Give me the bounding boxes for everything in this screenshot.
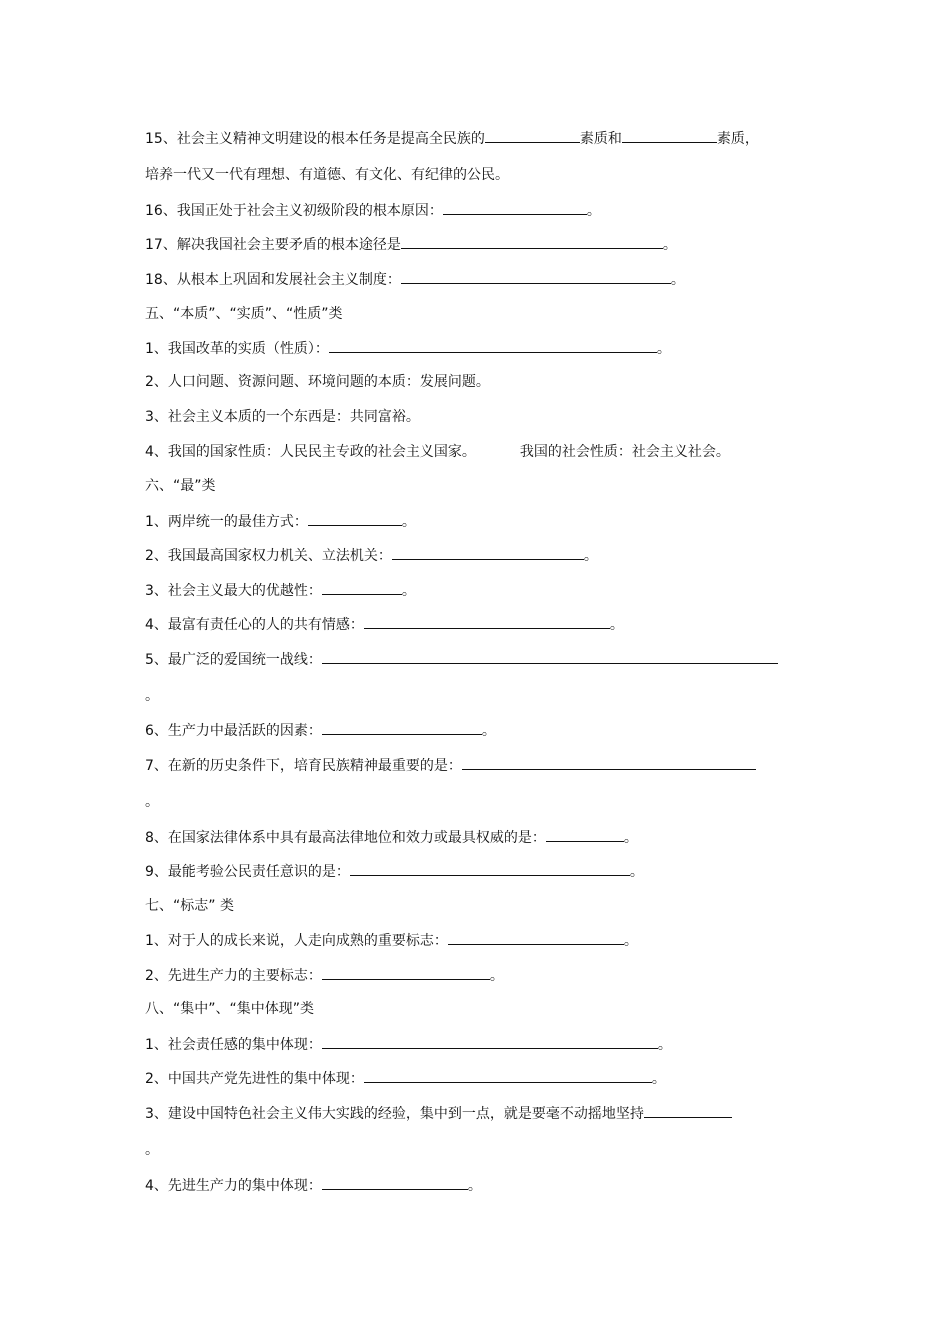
punctuation: 。 [657, 1037, 672, 1053]
question-text: 2、我国最高国家权力机关、立法机关： [145, 548, 392, 564]
punctuation: 。 [609, 617, 624, 633]
section7-item-2 [145, 965, 504, 985]
section-heading-5 [145, 304, 343, 324]
section6-item-2 [145, 545, 598, 565]
question-15-line2 [145, 165, 509, 185]
punctuation: 。 [145, 794, 159, 810]
answer-blank[interactable] [622, 128, 717, 143]
section8-item-3-end [145, 1140, 159, 1160]
section-title: 六、“最”类 [145, 478, 216, 494]
answer-blank[interactable] [308, 511, 402, 526]
question-text: 1、社会责任感的集中体现： [145, 1037, 322, 1053]
question-text: 2、中国共产党先进性的集中体现： [145, 1071, 364, 1087]
question-text: 4、我国的国家性质：人民民主专政的社会主义国家。 [145, 444, 476, 460]
section6-item-8 [145, 827, 638, 847]
punctuation: 。 [583, 548, 598, 564]
punctuation: 。 [145, 688, 159, 704]
answer-blank[interactable] [322, 580, 402, 595]
section5-item-3 [145, 407, 420, 427]
section6-item-1 [145, 511, 416, 531]
punctuation: 。 [623, 933, 638, 949]
answer-blank[interactable] [322, 649, 778, 664]
punctuation: 。 [467, 1178, 482, 1194]
question-text: 9、最能考验公民责任意识的是： [145, 864, 350, 880]
question-text: 4、最富有责任心的人的共有情感： [145, 617, 364, 633]
answer-blank[interactable] [546, 827, 624, 842]
question-16 [145, 200, 601, 220]
section-title: 五、“本质”、“实质”、“性质”类 [145, 306, 343, 322]
question-18 [145, 269, 685, 289]
section6-item-3 [145, 580, 416, 600]
answer-blank[interactable] [392, 545, 584, 560]
section-title: 八、“集中”、“集中体现”类 [145, 1001, 315, 1017]
answer-blank[interactable] [485, 128, 580, 143]
question-text: 素质， [716, 131, 759, 147]
section-heading-7 [145, 896, 234, 916]
punctuation: 。 [401, 583, 416, 599]
punctuation: 。 [586, 203, 601, 219]
question-text: 5、最广泛的爱国统一战线： [145, 652, 322, 668]
section8-item-4 [145, 1175, 482, 1195]
section-heading-8 [145, 999, 314, 1019]
section5-item-2 [145, 372, 490, 392]
answer-blank[interactable] [322, 1175, 468, 1190]
question-text: 18、从根本上巩固和发展社会主义制度： [145, 272, 401, 288]
punctuation: 。 [662, 237, 677, 253]
answer-blank[interactable] [322, 720, 482, 735]
question-text: 7、在新的历史条件下，培育民族精神最重要的是： [145, 758, 462, 774]
question-text: 1、两岸统一的最佳方式： [145, 514, 308, 530]
question-text: 3、社会主义本质的一个东西是：共同富裕。 [145, 409, 420, 425]
section6-item-5-end [145, 686, 159, 706]
punctuation: 。 [481, 723, 496, 739]
section7-item-1 [145, 930, 638, 950]
section6-item-9 [145, 861, 644, 881]
answer-blank[interactable] [364, 614, 610, 629]
section8-item-2 [145, 1068, 666, 1088]
punctuation: 。 [651, 1071, 666, 1087]
question-text: 17、解决我国社会主要矛盾的根本途径是 [145, 237, 401, 253]
question-text: 2、人口问题、资源问题、环境问题的本质：发展问题。 [145, 374, 490, 390]
answer-blank[interactable] [350, 861, 630, 876]
answer-blank[interactable] [401, 269, 671, 284]
answer-blank[interactable] [401, 234, 663, 249]
section6-item-7 [145, 755, 756, 775]
section-heading-6 [145, 476, 216, 496]
punctuation: 。 [401, 514, 416, 530]
section6-item-5 [145, 649, 778, 669]
answer-blank[interactable] [644, 1103, 732, 1118]
punctuation: 。 [623, 830, 638, 846]
question-text: 6、生产力中最活跃的因素： [145, 723, 322, 739]
question-15-line1 [145, 128, 759, 148]
answer-blank[interactable] [329, 338, 657, 353]
answer-blank[interactable] [448, 930, 624, 945]
punctuation: 。 [145, 1142, 159, 1158]
answer-blank[interactable] [322, 965, 490, 980]
question-text: 我国的社会性质：社会主义社会。 [519, 444, 730, 460]
section8-item-3 [145, 1103, 732, 1123]
punctuation: 。 [656, 341, 671, 357]
section8-item-1 [145, 1034, 672, 1054]
question-text: 8、在国家法律体系中具有最高法律地位和效力或最具权威的是： [145, 830, 546, 846]
answer-blank[interactable] [462, 755, 756, 770]
question-text: 1、对于人的成长来说，人走向成熟的重要标志： [145, 933, 448, 949]
section5-item-1 [145, 338, 671, 358]
answer-blank[interactable] [322, 1034, 658, 1049]
question-text: 培养一代又一代有理想、有道德、有文化、有纪律的公民。 [145, 167, 509, 183]
question-text: 4、先进生产力的集中体现： [145, 1178, 322, 1194]
section6-item-4 [145, 614, 624, 634]
question-text: 1、我国改革的实质（性质）： [145, 341, 329, 357]
punctuation: 。 [489, 968, 504, 984]
question-text: 素质和 [579, 131, 622, 147]
question-text: 2、先进生产力的主要标志： [145, 968, 322, 984]
punctuation: 。 [629, 864, 644, 880]
section5-item-4 [145, 442, 730, 462]
answer-blank[interactable] [364, 1068, 652, 1083]
question-17 [145, 234, 677, 254]
section-title: 七、“标志” 类 [145, 898, 234, 914]
question-text: 16、我国正处于社会主义初级阶段的根本原因： [145, 203, 443, 219]
answer-blank[interactable] [443, 200, 587, 215]
question-text: 15、社会主义精神文明建设的根本任务是提高全民族的 [145, 131, 485, 147]
section6-item-7-end [145, 792, 159, 812]
question-text: 3、建设中国特色社会主义伟大实践的经验，集中到一点，就是要毫不动摇地坚持 [145, 1106, 644, 1122]
section6-item-6 [145, 720, 496, 740]
question-text: 3、社会主义最大的优越性： [145, 583, 322, 599]
punctuation: 。 [670, 272, 685, 288]
